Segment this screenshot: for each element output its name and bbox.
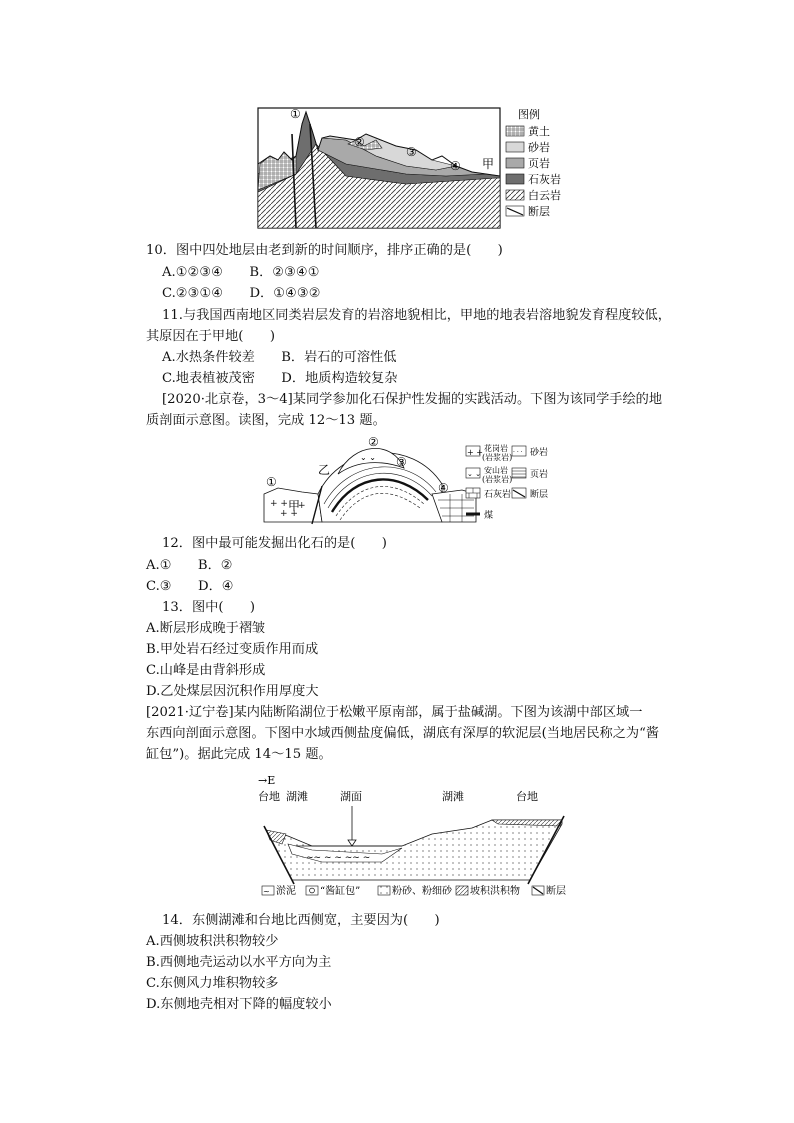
intro-12-line1: [2020·北京卷，3～4]某同学参加化石保护性发掘的实践活动。下图为该同学手绘的地 bbox=[162, 392, 663, 407]
label-lake-surface: 湖面 bbox=[340, 790, 362, 803]
legend-limestone: 石灰岩 bbox=[484, 490, 512, 500]
legend-fault: 断层 bbox=[528, 205, 550, 218]
q14-option-b: B.西侧地壳运动以水平方向为主 bbox=[146, 955, 332, 970]
q11-options-row1: A.水热条件较差 B．岩石的可溶性低 bbox=[162, 350, 397, 365]
east-arrow: →E bbox=[258, 774, 276, 787]
svg-text:· · ·: · · · bbox=[513, 449, 523, 456]
legend-silt: 粉砂、粉细砂 bbox=[392, 886, 452, 897]
legend-mud: 淤泥 bbox=[276, 886, 296, 897]
q13-option-b: B.甲处岩石经过变质作用而成 bbox=[146, 642, 319, 657]
q10-stem: 10．图中四处地层由老到新的时间顺序，排序正确的是( ) bbox=[146, 243, 503, 258]
legend-loess: 黄土 bbox=[528, 125, 550, 138]
q11-options-row2: C.地表植被茂密 D．地质构造较复杂 bbox=[162, 371, 398, 386]
intro-14-line2: 东西向剖面示意图。下图中水域西侧盐度偏低，湖底有深厚的软泥层(当地居民称之为“酱 bbox=[146, 726, 660, 741]
legend-sandstone: 砂岩 bbox=[530, 448, 549, 458]
legend-slope-deposits: 坡积洪积物 bbox=[470, 886, 520, 897]
q12-options-row2: C.③ D．④ bbox=[146, 579, 234, 594]
svg-text:+ +: + + bbox=[280, 509, 298, 519]
figure-3-lake-profile bbox=[252, 770, 582, 900]
q10-options-row1: A.①②③④ B．②③④① bbox=[162, 265, 320, 280]
intro-14-line3: 缸包”)。据此完成 14～15 题。 bbox=[146, 747, 332, 762]
label-4: ④ bbox=[450, 159, 461, 173]
intro-12-line2: 质剖面示意图。读图，完成 12～13 题。 bbox=[146, 413, 386, 428]
label-1: ① bbox=[266, 475, 277, 489]
q12-stem: 12．图中最可能发掘出化石的是( ) bbox=[162, 536, 387, 551]
label-jia: 甲 bbox=[288, 499, 301, 513]
svg-text:~: ~ bbox=[263, 887, 270, 896]
svg-text:⌄ ⌄: ⌄ ⌄ bbox=[467, 470, 481, 478]
label-3: ③ bbox=[396, 455, 407, 469]
svg-text:+: + bbox=[298, 501, 306, 511]
svg-text:⌄ ⌄: ⌄ ⌄ bbox=[360, 453, 376, 462]
legend-andesite-sub: (岩浆岩) bbox=[482, 475, 513, 484]
q13-option-a: A.断层形成晚于褶皱 bbox=[146, 621, 266, 636]
legend-granite-sub: (岩浆岩) bbox=[482, 453, 513, 462]
q13-stem: 13．图中( ) bbox=[162, 600, 256, 615]
q13-option-c: C.山峰是由背斜形成 bbox=[146, 663, 266, 678]
q10-options-row2: C.②③①④ D．①④③② bbox=[162, 286, 321, 301]
figure-2-fold-profile bbox=[262, 434, 562, 528]
intro-14-line1: [2021·辽宁卷]某内陆断陷湖位于松嫩平原南部，属于盐碱湖。下图为该湖中部区域一 bbox=[146, 705, 643, 720]
q14-option-c: C.东侧风力堆积物较多 bbox=[146, 976, 279, 991]
legend-shale: 页岩 bbox=[528, 157, 550, 170]
legend-granite: 花岗岩 bbox=[484, 444, 508, 453]
legend-dolomite: 白云岩 bbox=[528, 189, 561, 202]
legend-limestone: 石灰岩 bbox=[528, 173, 561, 186]
legend-shale: 页岩 bbox=[530, 470, 549, 480]
label-yi: 乙 bbox=[318, 463, 331, 477]
figure-1-geologic-profile bbox=[256, 104, 576, 232]
label-1: ① bbox=[290, 107, 301, 121]
q13-option-d: D.乙处煤层因沉积作用厚度大 bbox=[146, 684, 319, 699]
legend-andesite: 安山岩 bbox=[484, 466, 508, 475]
q14-option-d: D.东侧地壳相对下降的幅度较小 bbox=[146, 997, 332, 1012]
q12-options-row1: A.① B．② bbox=[146, 558, 233, 573]
svg-text:~~ ~ ~ ~~ ~: ~~ ~ ~ ~~ ~ bbox=[306, 853, 371, 863]
legend-sandstone: 砂岩 bbox=[528, 141, 550, 154]
q14-stem: 14．东侧湖滩和台地比西侧宽，主要因为( ) bbox=[162, 913, 440, 928]
legend-title: 图例 bbox=[518, 108, 540, 121]
q11-stem-1: 11.与我国西南地区同类岩层发育的岩溶地貌相比，甲地的地表岩溶地貌发育程度较低， bbox=[162, 308, 671, 323]
legend-jianggangbao: “酱缸包” bbox=[320, 886, 361, 897]
svg-text:+ +: + + bbox=[467, 448, 483, 457]
label-4: ④ bbox=[438, 481, 449, 495]
label-platform-east: 台地 bbox=[516, 790, 538, 803]
label-platform-west: 台地 bbox=[258, 790, 280, 803]
q11-stem-2: 其原因在于甲地( ) bbox=[146, 329, 275, 344]
label-3: ③ bbox=[406, 145, 417, 159]
label-beach-west: 湖滩 bbox=[286, 790, 308, 803]
label-2: ② bbox=[368, 435, 379, 449]
legend-coal: 煤 bbox=[484, 511, 494, 521]
label-2: ② bbox=[354, 135, 365, 149]
q14-option-a: A.西侧坡积洪积物较少 bbox=[146, 934, 279, 949]
label-beach-east: 湖滩 bbox=[442, 790, 464, 803]
legend-fault: 断层 bbox=[530, 490, 549, 500]
legend-fault: 断层 bbox=[546, 886, 566, 897]
svg-text:+ +: + + bbox=[270, 499, 288, 509]
label-jia: 甲 bbox=[482, 157, 495, 171]
